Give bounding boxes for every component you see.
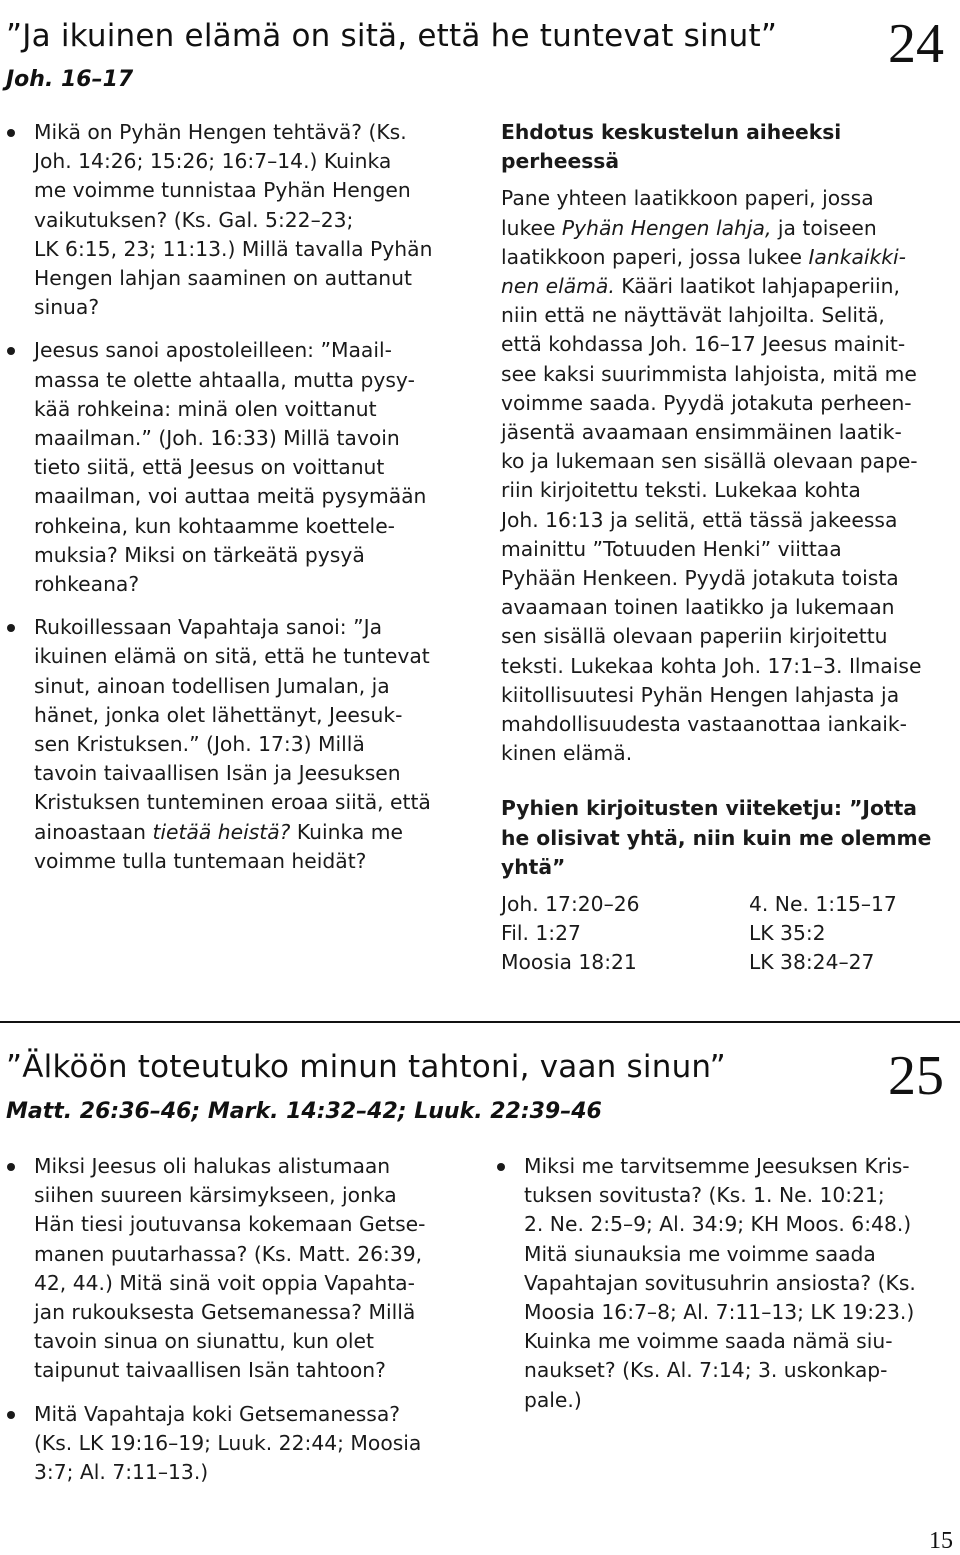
scripture-reference: LK 38:24–27 bbox=[749, 950, 875, 975]
bullet-icon bbox=[7, 1411, 15, 1419]
lesson-25-title: ”Älköön toteutuko minun tahtoni, vaan sinun” bbox=[6, 1049, 726, 1085]
scripture-reference: 4. Ne. 1:15–17 bbox=[749, 892, 897, 917]
lesson-25-reference: Matt. 26:36–46; Mark. 14:32–42; Luuk. 22:39–46 bbox=[6, 1099, 602, 1124]
question-item: Jeesus sanoi apostoleilleen: ”Maail- massa te olette ahtaalla, mutta pysy- kää rohkeina: minä olen voittanut maailman.” (Joh. 16:33) Millä tavoin tieto siitä, että Jeesus on voittanut maailman, voi auttaa meitä pysymään rohkeina, kun kohtaamme koettele- muksia? Miksi on tärkeätä pysyä rohkeana? bbox=[4, 336, 474, 599]
family-heading: perheessä bbox=[501, 149, 620, 174]
bullet-icon bbox=[7, 1163, 15, 1171]
section-divider bbox=[0, 1021, 960, 1023]
scripture-reference: LK 35:2 bbox=[749, 921, 826, 946]
scripture-chain-heading: Pyhien kirjoitusten viiteketju: ”Jotta bbox=[501, 796, 917, 821]
bullet-icon bbox=[7, 129, 15, 137]
lesson-24-title: ”Ja ikuinen elämä on sitä, että he tuntevat sinut” bbox=[6, 18, 778, 54]
lesson-25-right-questions bbox=[494, 1152, 959, 1415]
question-item: Mitä Vapahtaja koki Getsemanessa? (Ks. LK 19:16–19; Luuk. 22:44; Moosia 3:7; Al. 7:11–13.) bbox=[4, 1400, 474, 1488]
scripture-chain-heading: he olisivat yhtä, niin kuin me olemme bbox=[501, 825, 932, 850]
bullet-icon bbox=[7, 347, 15, 355]
scripture-reference: Fil. 1:27 bbox=[501, 921, 581, 946]
lesson-24-reference: Joh. 16–17 bbox=[6, 67, 134, 92]
question-item: Miksi me tarvitsemme Jeesuksen Kris- tuksen sovitusta? (Ks. 1. Ne. 10:21; 2. Ne. 2:5–9; Al. 34:9; KH Moos. 6:48.) Mitä siunauksia me voimme saada Vapahtajan sovitusuhrin ansiosta? (Ks. Moosia 16:7–8; Al. 7:11–13; LK 19:23.) Kuinka me voimme saada nämä siu- naukset? (Ks. Al. 7:14; 3. uskonkap- pale.) bbox=[494, 1152, 959, 1415]
question-item: Rukoillessaan Vapahtaja sanoi: ”Ja ikuinen elämä on sitä, että he tuntevat sinut, ainoan todellisen Jumalan, ja hänet, jonka olet lähettänyt, Jeesuk- sen Kristuksen.” (Joh. 17:3) Millä tavoin taivaallisen Isän ja Jeesuksen Kristuksen tunteminen eroaa siitä, että ainoastaan tietää heistä? Kuinka me voimme tulla tuntemaan heidät? bbox=[4, 613, 474, 876]
question-item: Miksi Jeesus oli halukas alistumaan siihen suureen kärsimykseen, jonka Hän tiesi joutuvansa kokemaan Getse- manen puutarhassa? (Ks. Matt. 26:39, 42, 44.) Mitä sinä voit oppia Vapahta- jan rukouksesta Getsemanessa? Millä tavoin sinua on siunattu, kun olet taipunut taivaallisen Isän tahtoon? bbox=[4, 1152, 474, 1386]
family-discussion-box: Ehdotus keskustelun aiheeksi perheessä Pane yhteen laatikkoon paperi, jossa lukee Pyhän Hengen lahja, ja toiseen laatikkoon paperi, jossa lukee Iankaikki- nen elämä. Kääri laatikot lahjapaperiin, niin että ne näyttävät lahjoilta. Selitä, että kohdassa Joh. 16–17 Jeesus mainit- see kaksi suurimmista lahjoista, mitä me voimme saada. Pyydä jotakuta perheen- jäsentä avaamaan ensimmäinen laatik- ko ja lukemaan sen sisällä olevaan pape- riin kirjoitettu teksti. Lukekaa kohta Joh. 16:13 ja selitä, että tässä jakeessa mainittu ”Totuuden Henki” viittaa Pyhään Henkeen. Pyydä jotakuta toista avaamaan toinen laatikko ja lukemaan sen sisällä olevaan paperiin kirjoitettu teksti. Lukekaa kohta Joh. 17:1–3. Ilmaise kiitollisuutesi Pyhän Hengen lahjasta ja mahdollisuudesta vastaanottaa iankaik- kinen elämä. Pyhien kirjoitusten viiteketju: ”Jotta he olisivat yhtä, niin kuin me olemme yhtä” Joh. 17:20–26 4. Ne. 1:15–17 Fil. 1:27 LK 35:2 Moosia 18:21 LK 38:24–27 bbox=[501, 118, 959, 978]
scripture-chain-heading: yhtä” bbox=[501, 854, 566, 879]
scripture-reference: Joh. 17:20–26 bbox=[501, 892, 640, 917]
page-number: 15 bbox=[929, 1528, 953, 1554]
lesson-25-left-questions bbox=[4, 1152, 474, 1487]
bullet-icon bbox=[497, 1163, 505, 1171]
scripture-reference: Moosia 18:21 bbox=[501, 950, 637, 975]
family-heading: Ehdotus keskustelun aiheeksi bbox=[501, 120, 842, 144]
bullet-icon bbox=[7, 624, 15, 632]
lesson-24-questions bbox=[4, 118, 474, 876]
lesson-25-number: 25 bbox=[888, 1045, 944, 1107]
lesson-24-number: 24 bbox=[888, 13, 944, 75]
question-item: Mikä on Pyhän Hengen tehtävä? (Ks. Joh. 14:26; 15:26; 16:7–14.) Kuinka me voimme tunnistaa Pyhän Hengen vaikutuksen? (Ks. Gal. 5:22–23; LK 6:15, 23; 11:13.) Millä tavalla Pyhän Hengen lahjan saaminen on auttanut sinua? bbox=[4, 118, 474, 322]
scripture-chain-list bbox=[501, 890, 959, 978]
